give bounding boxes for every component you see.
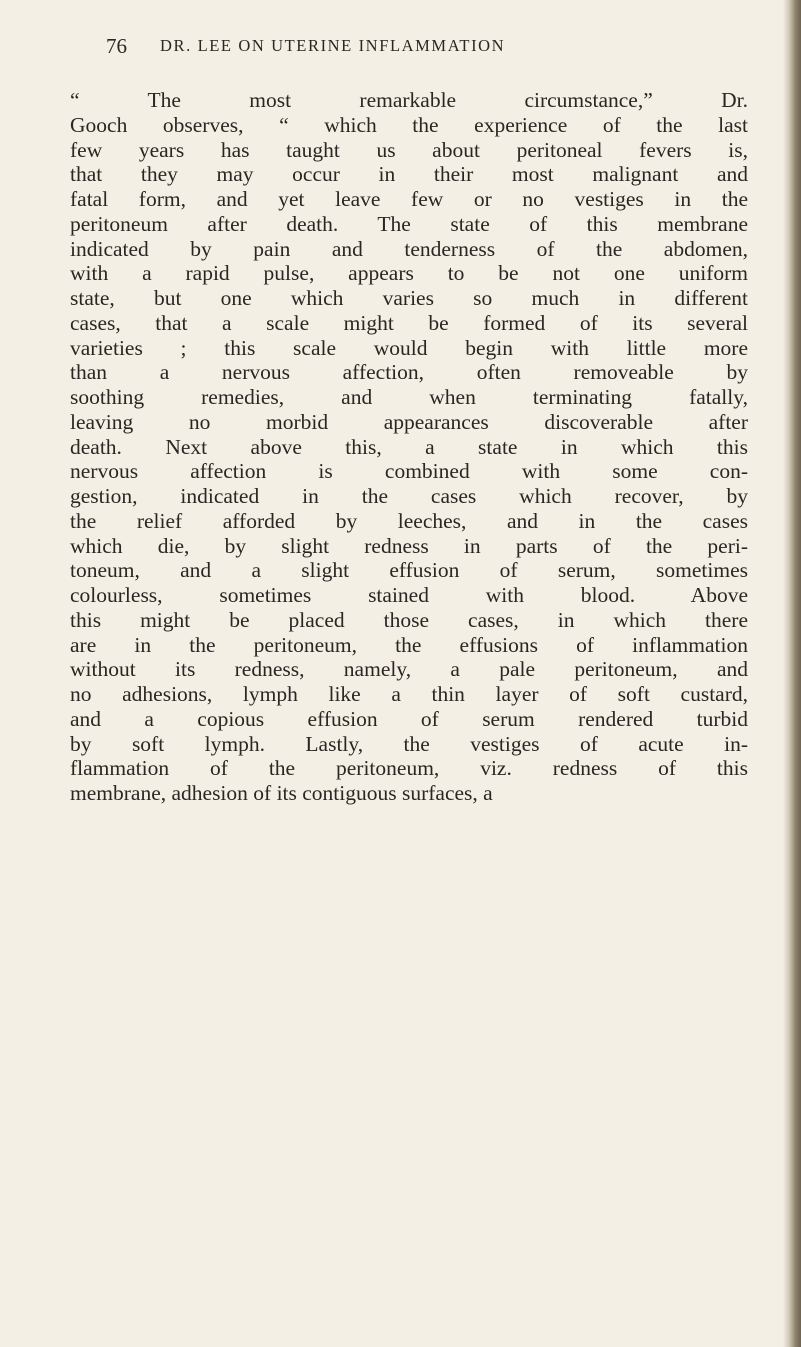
text-line: leaving no morbid appearances discoverable after bbox=[70, 409, 748, 434]
text-line: death. Next above this, a state in which this bbox=[70, 434, 748, 459]
text-line: fatal form, and yet leave few or no vestiges in the bbox=[70, 187, 748, 211]
running-title: DR. LEE ON UTERINE INFLAMMATION bbox=[160, 36, 506, 55]
body-text bbox=[70, 88, 748, 806]
text-line: nervous affection is combined with some con- bbox=[70, 459, 748, 484]
text-line: “ The most remarkable circumstance,” Dr. bbox=[70, 88, 748, 112]
text-line: no adhesions, lymph like a thin layer of soft custard, bbox=[70, 682, 748, 706]
text-line: few years has taught us about peritoneal fevers is, bbox=[70, 137, 748, 162]
text-line: that they may occur in their most malignant and bbox=[70, 162, 748, 187]
text-line: varieties ; this scale would begin with little more bbox=[70, 335, 748, 360]
running-header bbox=[106, 34, 646, 60]
text-line: by soft lymph. Lastly, the vestiges of acute in- bbox=[70, 731, 748, 756]
text-line: the relief afforded by leeches, and in the cases bbox=[70, 508, 748, 533]
text-line: than a nervous affection, often removeable by bbox=[70, 360, 748, 385]
text-line: peritoneum after death. The state of this membrane bbox=[70, 211, 748, 236]
text-line: and a copious effusion of serum rendered turbid bbox=[70, 706, 748, 731]
text-line: with a rapid pulse, appears to be not one uniform bbox=[70, 261, 748, 286]
text-line: indicated by pain and tenderness of the abdomen, bbox=[70, 236, 748, 261]
text-line: flammation of the peritoneum, viz. redness of this bbox=[70, 756, 748, 781]
text-line: are in the peritoneum, the effusions of inflammation bbox=[70, 632, 748, 657]
page-number: 76 bbox=[106, 34, 127, 58]
text-line: colourless, sometimes stained with blood. Above bbox=[70, 583, 748, 607]
text-line: which die, by slight redness in parts of the peri- bbox=[70, 533, 748, 558]
text-line: toneum, and a slight effusion of serum, sometimes bbox=[70, 558, 748, 583]
text-line: gestion, indicated in the cases which recover, by bbox=[70, 484, 748, 508]
text-line: soothing remedies, and when terminating fatally, bbox=[70, 385, 748, 409]
text-line: membrane, adhesion of its contiguous surfaces, a bbox=[70, 781, 493, 805]
text-line: this might be placed those cases, in which there bbox=[70, 607, 748, 632]
text-line: without its redness, namely, a pale peritoneum, and bbox=[70, 657, 748, 682]
text-line: state, but one which varies so much in different bbox=[70, 286, 748, 310]
text-line: Gooch observes, “ which the experience of the last bbox=[70, 112, 748, 137]
page-gutter-shadow bbox=[783, 0, 801, 1347]
text-line: cases, that a scale might be formed of its several bbox=[70, 310, 748, 335]
